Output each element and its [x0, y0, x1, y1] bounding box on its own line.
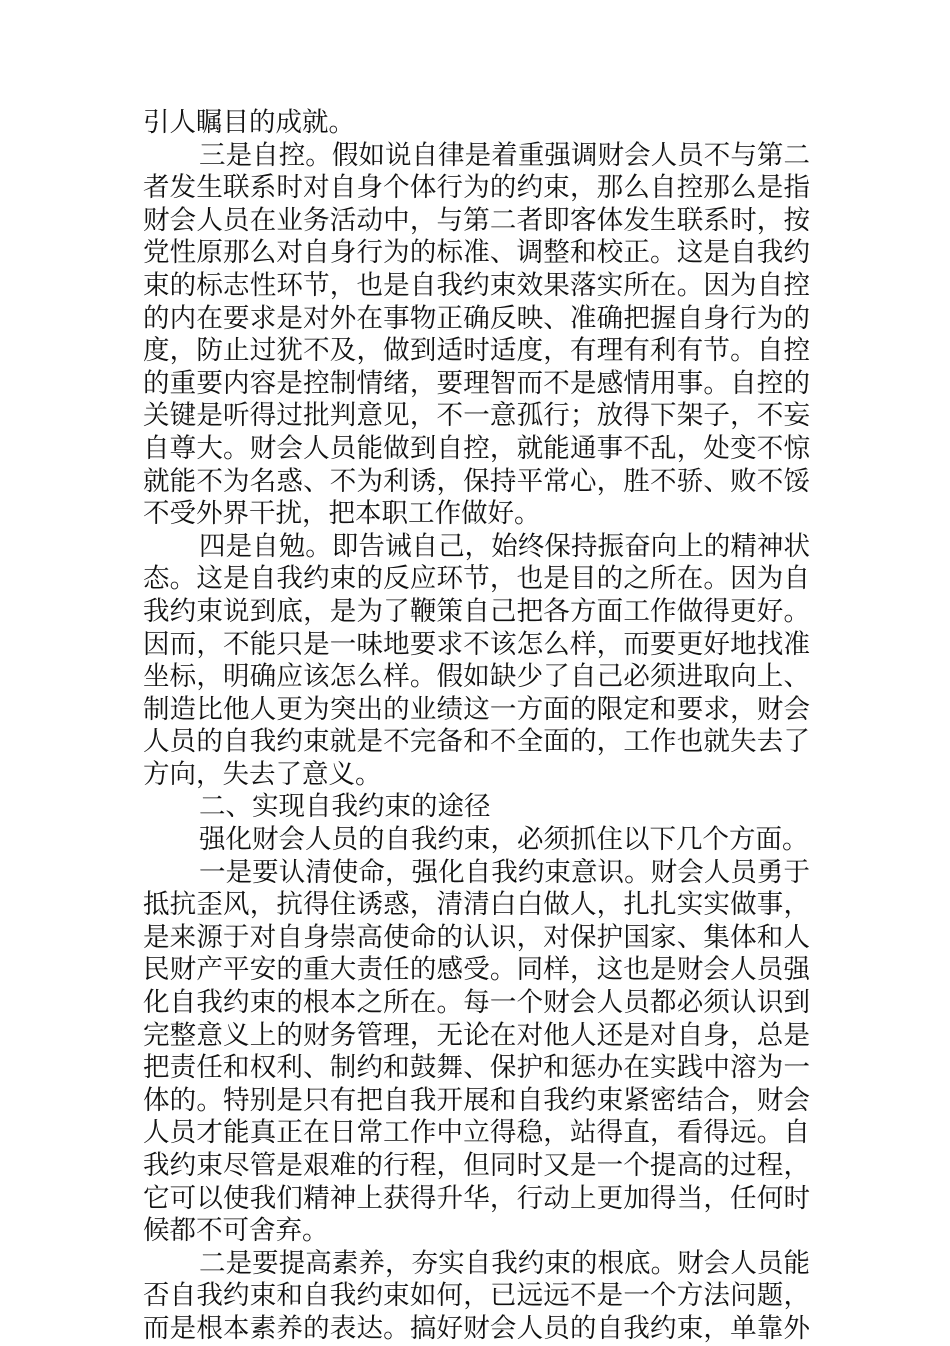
text-line: 抵抗歪风，抗得住诱惑，清清白白做人，扎扎实实做事， [143, 889, 810, 921]
text-line: 自尊大。财会人员能做到自控，就能通事不乱，处变不惊 [143, 432, 810, 464]
text-line: 者发生联系时对自身个体行为的约束，那么自控那么是指 [143, 172, 810, 204]
text-line: 完整意义上的财务管理，无论在对他人还是对自身，总是 [143, 1019, 810, 1051]
text-line: 的重要内容是控制情绪，要理智而不是感情用事。自控的 [143, 367, 810, 399]
text-line: 它可以使我们精神上获得升华，行动上更加得当，任何时 [143, 1182, 810, 1214]
text-line: 人员才能真正在日常工作中立得稳，站得直，看得远。自 [143, 1117, 810, 1149]
text-line: 一是要认清使命，强化自我约束意识。财会人员勇于 [199, 856, 810, 888]
text-line: 我约束说到底，是为了鞭策自己把各方面工作做得更好。 [143, 595, 810, 627]
text-line: 不受外界干扰，把本职工作做好。 [143, 498, 541, 530]
text-line: 化自我约束的根本之所在。每一个财会人员都必须认识到 [143, 987, 810, 1019]
text-line: 党性原那么对自身行为的标准、调整和校正。这是自我约 [143, 237, 810, 269]
text-line: 候都不可舍弃。 [143, 1215, 329, 1247]
text-line: 度，防止过犹不及，做到适时适度，有理有利有节。自控 [143, 335, 810, 367]
text-line: 因而，不能只是一味地要求不该怎么样，而要更好地找准 [143, 628, 810, 660]
text-line: 强化财会人员的自我约束，必须抓住以下几个方面。 [199, 824, 809, 856]
text-line: 我约束尽管是艰难的行程，但同时又是一个提高的过程， [143, 1150, 810, 1181]
text-line: 方向，失去了意义。 [143, 758, 382, 790]
text-line: 二、实现自我约束的途径 [199, 791, 491, 823]
text-line: 四是自勉。即告诫自己，始终保持振奋向上的精神状 [199, 530, 810, 562]
text-line: 是来源于对自身崇高使命的认识，对保护国家、集体和人 [143, 921, 810, 953]
text-line: 的内在要求是对外在事物正确反映、准确把握自身行为的 [143, 302, 810, 334]
text-line: 态。这是自我约束的反应环节，也是目的之所在。因为自 [143, 563, 810, 595]
text-line: 关键是听得过批判意见，不一意孤行；放得下架子，不妄 [143, 400, 810, 432]
text-line: 束的标志性环节，也是自我约束效果落实所在。因为自控 [143, 269, 810, 301]
text-line: 否自我约束和自我约束如何，已远远不是一个方法问题， [143, 1280, 810, 1312]
text-line: 财会人员在业务活动中，与第二者即客体发生联系时，按 [143, 204, 810, 236]
text-line: 坐标，明确应该怎么样。假如缺少了自己必须进取向上、 [143, 661, 810, 693]
document-body [143, 107, 810, 1346]
text-line: 人员的自我约束就是不完备和不全面的，工作也就失去了 [143, 726, 810, 758]
text-line: 引人瞩目的成就。 [143, 107, 355, 138]
text-line: 就能不为名惑、不为利诱，保持平常心，胜不骄、败不馁 [143, 465, 810, 497]
text-line: 把责任和权利、制约和鼓舞、保护和惩办在实践中溶为一 [143, 1052, 810, 1084]
text-line: 而是根本素养的表达。搞好财会人员的自我约束，单靠外 [143, 1312, 810, 1344]
text-line: 民财产平安的重大责任的感受。同样，这也是财会人员强 [143, 954, 810, 986]
text-line: 二是要提高素养，夯实自我约束的根底。财会人员能 [199, 1247, 810, 1279]
text-line: 制造比他人更为突出的业绩这一方面的限定和要求，财会 [143, 693, 810, 725]
text-line: 体的。特别是只有把自我开展和自我约束紧密结合，财会 [143, 1084, 810, 1116]
text-line: 三是自控。假如说自律是着重强调财会人员不与第二 [199, 139, 810, 171]
